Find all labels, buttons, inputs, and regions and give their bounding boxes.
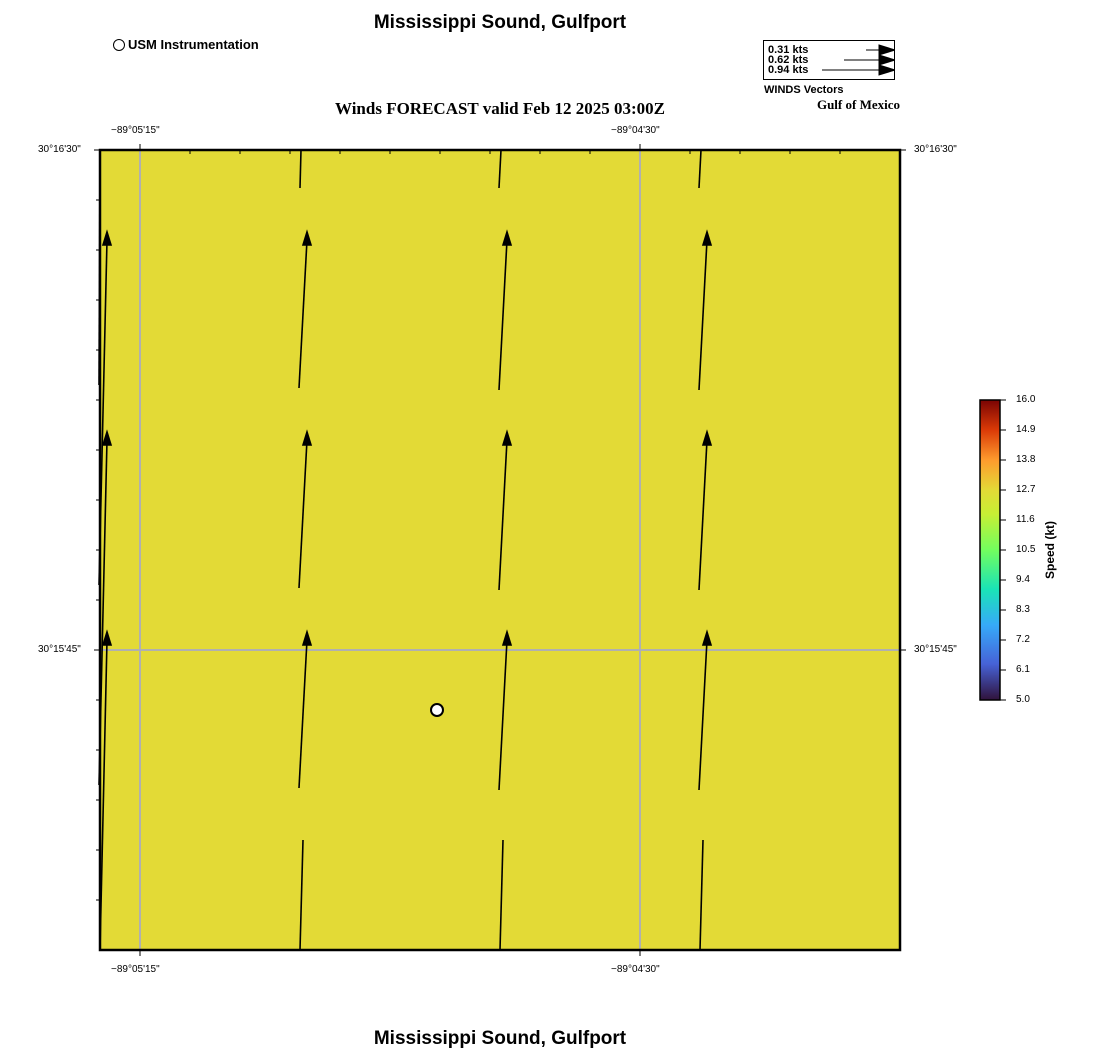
lat-label-left-1: 30°16'30" [38,144,81,155]
station-legend [113,37,259,52]
forecast-subtitle: Winds FORECAST valid Feb 12 2025 03:00Z [335,99,665,118]
vector-legend-box [763,40,895,80]
lon-label-bottom-2: −89°04'30" [611,964,660,975]
region-label: Gulf of Mexico [816,97,900,112]
lon-label-top-1: −89°05'15" [111,125,160,136]
colorbar-title: Speed (kt) [1043,521,1057,580]
colorbar-tick: 5.0 [1016,694,1030,705]
colorbar-tick: 8.3 [1016,604,1030,615]
station-marker-icon [113,39,125,51]
colorbar-tick: 7.2 [1016,634,1030,645]
colorbar-tick: 9.4 [1016,574,1030,585]
lon-label-bottom-1: −89°05'15" [111,964,160,975]
colorbar-tick: 14.9 [1016,424,1036,435]
wind-map [90,140,910,960]
station-legend-label: USM Instrumentation [128,37,259,52]
map-fill [100,150,900,950]
lon-label-top-2: −89°04'30" [611,125,660,136]
colorbar-tick: 13.8 [1016,454,1036,465]
vector-legend-arrows [764,41,894,79]
page-title: Mississippi Sound, Gulfport [373,12,627,33]
station-marker[interactable] [431,704,443,716]
vector-legend-caption: WINDS Vectors [764,84,844,96]
colorbar-tick: 6.1 [1016,664,1030,675]
vector-legend-item-3: 0.94 kts [768,64,809,76]
lat-label-right-1: 30°16'30" [914,144,957,155]
footer-title: Mississippi Sound, Gulfport [373,1028,627,1049]
vector-legend-item-2: 0.62 kts [768,54,809,66]
colorbar-tick: 16.0 [1016,394,1036,405]
lat-label-left-2: 30°15'45" [38,644,81,655]
vector-legend-item-1: 0.31 kts [768,44,809,56]
lat-label-right-2: 30°15'45" [914,644,957,655]
colorbar-tick: 11.6 [1016,514,1035,525]
colorbar-tick: 12.7 [1016,484,1036,495]
colorbar-tick: 10.5 [1016,544,1036,555]
colorbar-scale [980,400,1000,700]
